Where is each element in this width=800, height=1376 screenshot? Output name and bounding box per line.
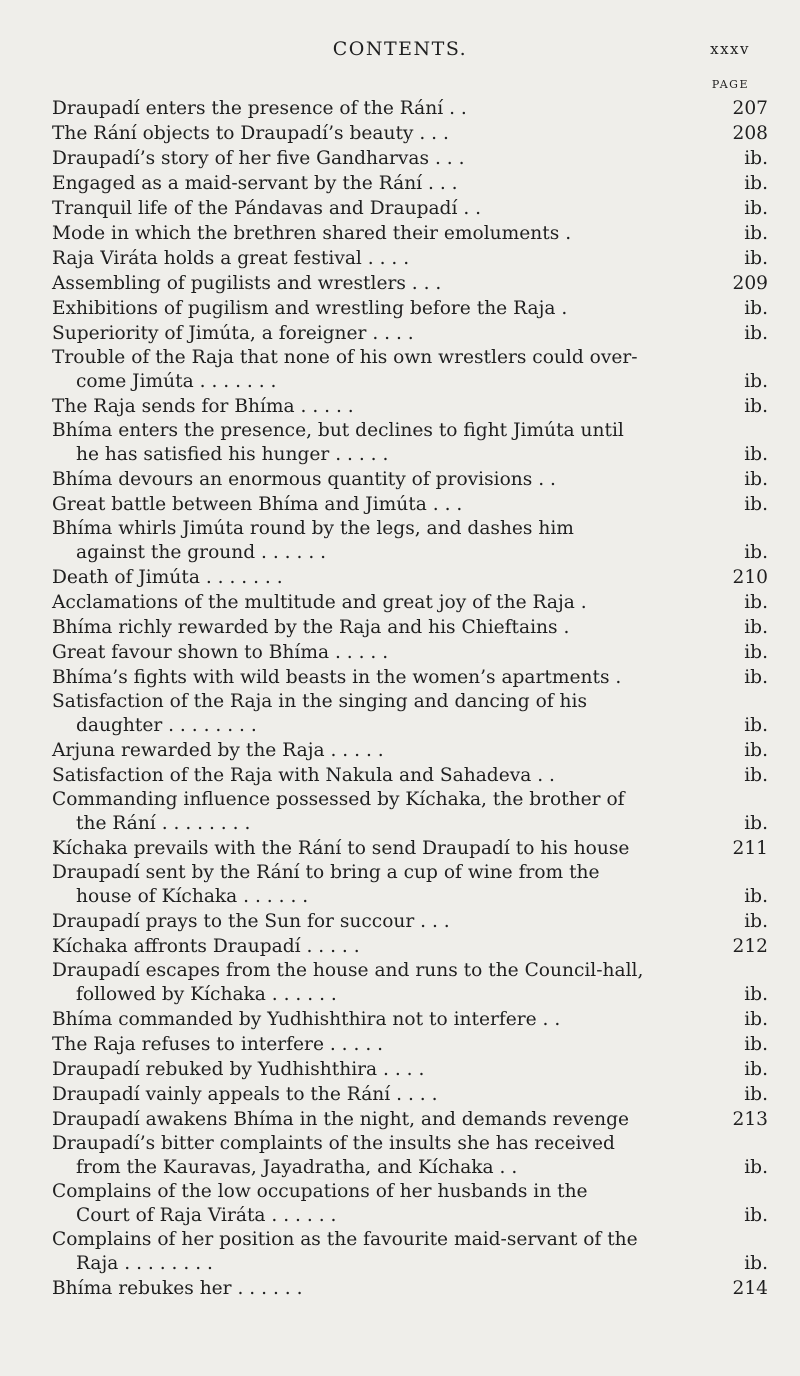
entry-page: ib. bbox=[744, 371, 768, 392]
entry-page: 208 bbox=[732, 123, 768, 144]
contents-entry bbox=[52, 1228, 768, 1276]
entry-page: ib. bbox=[744, 323, 768, 344]
entry-text: The Rání objects to Draupadí’s beauty . . . bbox=[52, 123, 449, 144]
contents-entry bbox=[52, 615, 768, 640]
entry-text: Exhibitions of pugilism and wrestling before the Raja . bbox=[52, 298, 568, 319]
entry-text: Raja Viráta holds a great festival . . . . bbox=[52, 248, 410, 269]
contents-entry bbox=[52, 788, 768, 836]
entry-page: ib. bbox=[744, 911, 768, 932]
entry-text-continued: from the Kauravas, Jayadratha, and Kíchaka . . bbox=[76, 1157, 518, 1178]
contents-entry bbox=[52, 196, 768, 221]
entry-page: ib. bbox=[744, 984, 768, 1005]
contents-entry bbox=[52, 1057, 768, 1082]
page-number: xxxv bbox=[710, 40, 750, 58]
entry-title bbox=[52, 763, 712, 788]
entry-page: ib. bbox=[744, 1205, 768, 1226]
entry-text: Kíchaka affronts Draupadí . . . . . bbox=[52, 936, 360, 957]
contents-entry bbox=[52, 1276, 768, 1301]
entry-title bbox=[52, 836, 712, 861]
entry-text-continued: the Rání . . . . . . . . bbox=[76, 813, 251, 834]
entry-page: 214 bbox=[732, 1278, 768, 1299]
entry-text: Draupadí vainly appeals to the Rání . . . . bbox=[52, 1084, 438, 1105]
entry-text: Draupadí enters the presence of the Rání . . bbox=[52, 98, 467, 119]
entry-page: ib. bbox=[744, 469, 768, 490]
entry-text: Complains of the low occupations of her husbands in the bbox=[52, 1181, 588, 1202]
entry-title bbox=[52, 1007, 712, 1032]
entry-text: Arjuna rewarded by the Raja . . . . . bbox=[52, 740, 384, 761]
contents-entry bbox=[52, 590, 768, 615]
entry-title bbox=[52, 934, 712, 959]
entry-title bbox=[52, 1032, 712, 1057]
entry-page: 213 bbox=[732, 1109, 768, 1130]
entry-page: ib. bbox=[744, 1009, 768, 1030]
contents-entry bbox=[52, 1180, 768, 1228]
entry-title bbox=[52, 96, 712, 121]
entry-page: ib. bbox=[744, 1157, 768, 1178]
entry-title bbox=[52, 321, 712, 346]
entry-title bbox=[52, 738, 712, 763]
contents-entry bbox=[52, 467, 768, 492]
contents-entry bbox=[52, 221, 768, 246]
entry-page: ib. bbox=[744, 494, 768, 515]
contents-entry bbox=[52, 419, 768, 467]
entry-text: Draupadí sent by the Rání to bring a cup of wine from the bbox=[52, 862, 600, 883]
entry-text: Draupadí rebuked by Yudhishthira . . . . bbox=[52, 1059, 425, 1080]
entry-title bbox=[52, 909, 712, 934]
contents-entry bbox=[52, 836, 768, 861]
entry-text: Draupadí’s bitter complaints of the insults she has received bbox=[52, 1133, 615, 1154]
entry-page: ib. bbox=[744, 298, 768, 319]
contents-list bbox=[52, 96, 768, 1301]
entry-title bbox=[52, 246, 712, 271]
entry-title bbox=[52, 196, 712, 221]
entry-page: ib. bbox=[744, 1034, 768, 1055]
entry-title bbox=[52, 121, 712, 146]
entry-page: ib. bbox=[744, 765, 768, 786]
entry-text-continued: house of Kíchaka . . . . . . bbox=[76, 886, 309, 907]
page-column-label: PAGE bbox=[711, 78, 749, 91]
entry-title bbox=[52, 1082, 712, 1107]
entry-title bbox=[52, 419, 712, 467]
entry-page: ib. bbox=[744, 248, 768, 269]
contents-entry bbox=[52, 909, 768, 934]
contents-entry bbox=[52, 1007, 768, 1032]
entry-text: Tranquil life of the Pándavas and Draupadí . . bbox=[52, 198, 482, 219]
entry-page: ib. bbox=[744, 396, 768, 417]
entry-title bbox=[52, 394, 712, 419]
entry-title bbox=[52, 517, 712, 565]
entry-text: Kíchaka prevails with the Rání to send Draupadí to his house bbox=[52, 838, 630, 859]
entry-page: 207 bbox=[732, 98, 768, 119]
contents-entry bbox=[52, 1107, 768, 1132]
entry-page: ib. bbox=[744, 592, 768, 613]
entry-text: Bhíma whirls Jimúta round by the legs, and dashes him bbox=[52, 518, 574, 539]
entry-text: The Raja refuses to interfere . . . . . bbox=[52, 1034, 384, 1055]
entry-page: ib. bbox=[744, 715, 768, 736]
contents-entry bbox=[52, 346, 768, 394]
contents-entry bbox=[52, 246, 768, 271]
entry-title bbox=[52, 221, 712, 246]
page-title: CONTENTS. bbox=[332, 38, 468, 60]
contents-entry bbox=[52, 146, 768, 171]
entry-title bbox=[52, 788, 712, 836]
entry-text: Great favour shown to Bhíma . . . . . bbox=[52, 642, 389, 663]
entry-page: ib. bbox=[744, 1253, 768, 1274]
entry-page: 211 bbox=[732, 838, 768, 859]
entry-text: Mode in which the brethren shared their emoluments . bbox=[52, 223, 572, 244]
entry-title bbox=[52, 861, 712, 909]
contents-entry bbox=[52, 690, 768, 738]
entry-title bbox=[52, 1180, 712, 1228]
entry-title bbox=[52, 1057, 712, 1082]
entry-page: ib. bbox=[744, 1084, 768, 1105]
entry-text: Draupadí’s story of her five Gandharvas . . . bbox=[52, 148, 465, 169]
entry-page: ib. bbox=[744, 886, 768, 907]
entry-text-continued: against the ground . . . . . . bbox=[76, 542, 327, 563]
entry-text: Assembling of pugilists and wrestlers . . . bbox=[52, 273, 442, 294]
entry-page: ib. bbox=[744, 617, 768, 638]
entry-title bbox=[52, 296, 712, 321]
entry-text: Superiority of Jimúta, a foreigner . . . . bbox=[52, 323, 414, 344]
entry-text-continued: daughter . . . . . . . . bbox=[76, 715, 257, 736]
entry-text: Trouble of the Raja that none of his own wrestlers could over- bbox=[52, 347, 638, 368]
entry-text: Death of Jimúta . . . . . . . bbox=[52, 567, 283, 588]
entry-text-continued: Raja . . . . . . . . bbox=[76, 1253, 213, 1274]
entry-title bbox=[52, 690, 712, 738]
entry-text: Commanding influence possessed by Kíchaka, the brother of bbox=[52, 789, 625, 810]
entry-text: Draupadí prays to the Sun for succour . . . bbox=[52, 911, 450, 932]
entry-text: Satisfaction of the Raja in the singing and dancing of his bbox=[52, 691, 588, 712]
entry-text: Great battle between Bhíma and Jimúta . . . bbox=[52, 494, 463, 515]
contents-entry bbox=[52, 934, 768, 959]
contents-entry bbox=[52, 1132, 768, 1180]
entry-text: Bhíma’s fights with wild beasts in the women’s apartments . bbox=[52, 667, 622, 688]
entry-page: 212 bbox=[732, 936, 768, 957]
entry-text: Engaged as a maid-servant by the Rání . . . bbox=[52, 173, 458, 194]
entry-title bbox=[52, 146, 712, 171]
running-head bbox=[0, 38, 800, 64]
entry-text: Bhíma enters the presence, but declines to fight Jimúta until bbox=[52, 420, 624, 441]
entry-page: ib. bbox=[744, 444, 768, 465]
contents-entry bbox=[52, 394, 768, 419]
entry-title bbox=[52, 640, 712, 665]
entry-page: ib. bbox=[744, 642, 768, 663]
entry-title bbox=[52, 1228, 712, 1276]
entry-title bbox=[52, 1107, 712, 1132]
contents-entry bbox=[52, 861, 768, 909]
entry-text-continued: followed by Kíchaka . . . . . . bbox=[76, 984, 337, 1005]
entry-text: Draupadí awakens Bhíma in the night, and demands revenge bbox=[52, 1109, 629, 1130]
entry-text-continued: Court of Raja Viráta . . . . . . bbox=[76, 1205, 337, 1226]
entry-page: 209 bbox=[732, 273, 768, 294]
entry-text-continued: he has satisfied his hunger . . . . . bbox=[76, 444, 389, 465]
entry-text: Bhíma richly rewarded by the Raja and his Chieftains . bbox=[52, 617, 570, 638]
contents-entry bbox=[52, 738, 768, 763]
entry-page: 210 bbox=[732, 567, 768, 588]
contents-entry bbox=[52, 271, 768, 296]
entry-title bbox=[52, 171, 712, 196]
entry-title bbox=[52, 1276, 712, 1301]
entry-title bbox=[52, 959, 712, 1007]
entry-text-continued: come Jimúta . . . . . . . bbox=[76, 371, 277, 392]
entry-text: Bhíma rebukes her . . . . . . bbox=[52, 1278, 303, 1299]
entry-text: Satisfaction of the Raja with Nakula and Sahadeva . . bbox=[52, 765, 555, 786]
entry-title bbox=[52, 467, 712, 492]
entry-title bbox=[52, 665, 712, 690]
contents-entry bbox=[52, 665, 768, 690]
entry-page: ib. bbox=[744, 740, 768, 761]
contents-entry bbox=[52, 517, 768, 565]
entry-title bbox=[52, 492, 712, 517]
entry-page: ib. bbox=[744, 223, 768, 244]
entry-text: Bhíma commanded by Yudhishthira not to interfere . . bbox=[52, 1009, 561, 1030]
entry-text: Draupadí escapes from the house and runs to the Council-hall, bbox=[52, 960, 644, 981]
contents-entry bbox=[52, 121, 768, 146]
entry-page: ib. bbox=[744, 542, 768, 563]
entry-page: ib. bbox=[744, 198, 768, 219]
entry-title bbox=[52, 1132, 712, 1180]
entry-title bbox=[52, 590, 712, 615]
entry-title bbox=[52, 565, 712, 590]
entry-page: ib. bbox=[744, 148, 768, 169]
entry-text: Acclamations of the multitude and great joy of the Raja . bbox=[52, 592, 587, 613]
contents-entry bbox=[52, 321, 768, 346]
entry-page: ib. bbox=[744, 667, 768, 688]
entry-title bbox=[52, 615, 712, 640]
contents-entry bbox=[52, 296, 768, 321]
contents-entry bbox=[52, 1082, 768, 1107]
entry-page: ib. bbox=[744, 173, 768, 194]
contents-entry bbox=[52, 492, 768, 517]
entry-text: The Raja sends for Bhíma . . . . . bbox=[52, 396, 354, 417]
entry-title bbox=[52, 271, 712, 296]
contents-entry bbox=[52, 959, 768, 1007]
entry-title bbox=[52, 346, 712, 394]
contents-entry bbox=[52, 96, 768, 121]
contents-entry bbox=[52, 763, 768, 788]
entry-page: ib. bbox=[744, 813, 768, 834]
entry-text: Complains of her position as the favourite maid-servant of the bbox=[52, 1229, 638, 1250]
contents-entry bbox=[52, 171, 768, 196]
contents-entry bbox=[52, 565, 768, 590]
entry-text: Bhíma devours an enormous quantity of provisions . . bbox=[52, 469, 556, 490]
entry-page: ib. bbox=[744, 1059, 768, 1080]
contents-entry bbox=[52, 640, 768, 665]
contents-entry bbox=[52, 1032, 768, 1057]
